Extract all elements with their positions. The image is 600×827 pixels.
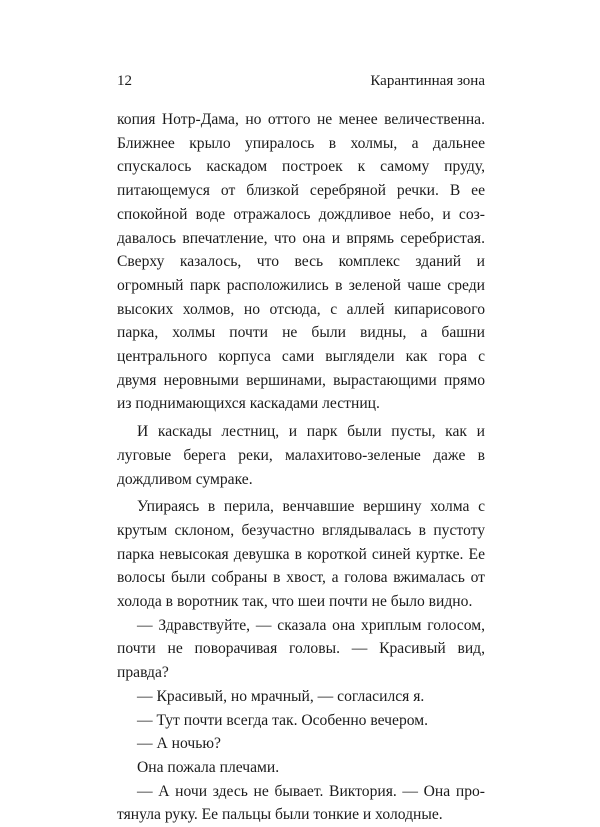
page-header — [117, 73, 485, 93]
paragraph-3: Упираясь в перила, венчавшие вершину холма с крутым склоном, безучастно вглядывалась в пустоту парка невысокая девушка в короткой синей куртке. Ее волосы были собраны в хвост, а голова вжималась от холода в воротник так, что шеи почти не было видно. — [117, 498, 485, 611]
page-number: 12 — [117, 73, 132, 89]
paragraph-1: копия Нотр-Дама, но оттого не менее величественна. Ближнее крыло упиралось в холмы, а дальнее спускалось каскадом построек к самому пруду, питающемуся от близкой серебряной речки. В ее спокойной воде отражалось дождливое небо, и создавалось впечатление, что она и впрямь серебристая. Сверху казалось, что весь комплекс зданий и огромный парк расположились в зеленой чаше среди высоких холмов, но отсюда, с аллей кипарисового парка, холмы почти не были видны, а башни центрального корпуса сами выглядели как гора с двумя неровными вершинами, вырастающими прямо из поднимающихся каскадами лестниц. — [117, 111, 485, 413]
page-body — [117, 108, 485, 827]
dialogue-line-3: — Тут почти всегда так. Особенно вечером. — [137, 711, 429, 729]
dialogue-line-4: — А ночью? — [137, 735, 221, 753]
paragraph-2: И каскады лестниц, и парк были пусты, как и луговые берега реки, малахитово-зеленые даже в дождливом сумраке. — [117, 423, 485, 488]
dialogue-line-5: — А ночи здесь не бывает. Виктория. — Она протянула руку. Ее пальцы были тонкие и холодные. — [117, 782, 485, 824]
dialogue-line-2: — Красивый, но мрачный, — согласился я. — [137, 687, 425, 705]
running-title: Карантинная зона — [370, 73, 485, 89]
dialogue-line-1: — Здравствуйте, — сказала она хриплым голосом, почти не поворачивая головы. — Красивый вид, правда? — [117, 616, 485, 682]
narration-line: Она пожала плечами. — [137, 758, 280, 776]
